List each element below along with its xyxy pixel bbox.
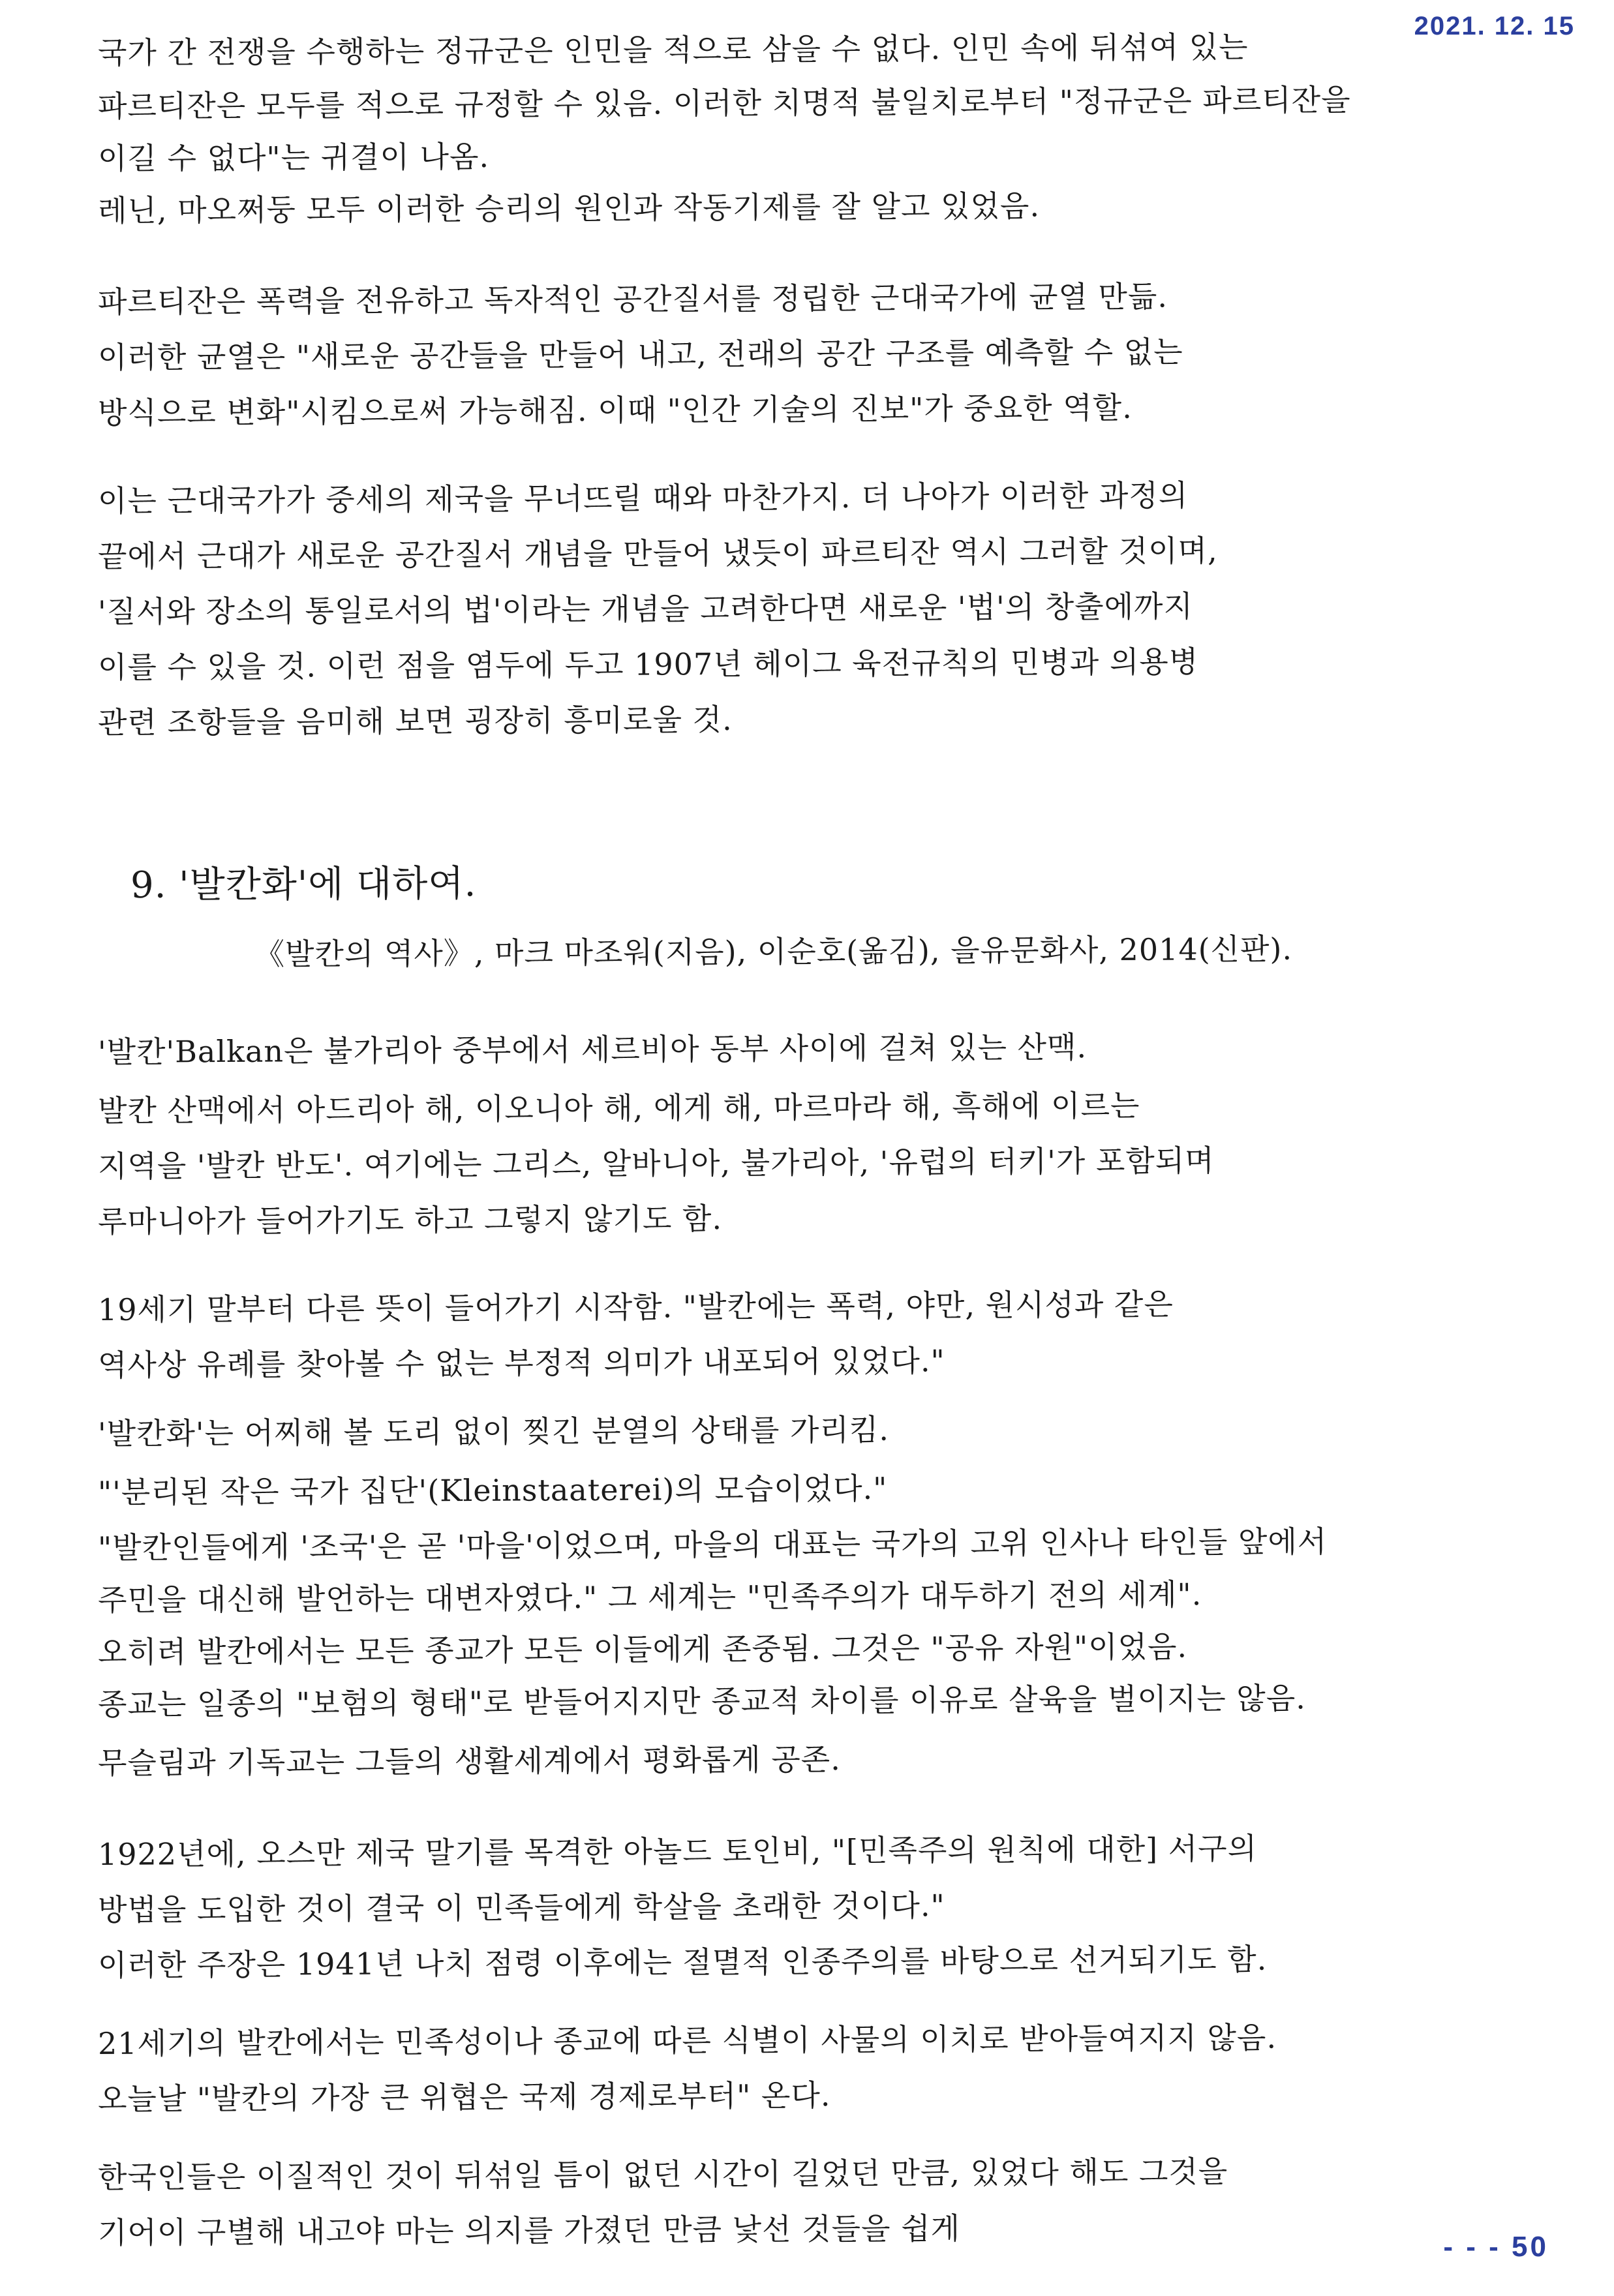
text-line: 이길 수 없다"는 귀결이 나옴. [97,138,490,176]
section-heading: 9. '발칸화'에 대하여. [130,862,477,907]
text-line: 파르티잔은 모두를 적으로 규정할 수 있음. 이러한 치명적 불일치로부터 "정규군은 파르티잔을 [97,82,1351,124]
text-line: 주민을 대신해 발언하는 대변자였다." 그 세계는 "민족주의가 대두하기 전의 세계". [97,1577,1202,1618]
text-line: 파르티잔은 폭력을 전유하고 독자적인 공간질서를 정립한 근대국가에 균열 만듦. [97,279,1168,320]
text-line: 21세기의 발칸에서는 민족성이나 종교에 따른 식별이 사물의 이치로 받아들여지지 않음. [97,2019,1277,2061]
book-reference: 《발칸의 역사》, 마크 마조워(지음), 이순호(옮김), 을유문화사, 2014(신판). [254,931,1293,972]
page-number: - - - 50 [1443,2231,1549,2263]
text-line: 끝에서 근대가 새로운 공간질서 개념을 만들어 냈듯이 파르티잔 역시 그러할 것이며, [97,533,1218,574]
text-line: '발칸'Balkan은 불가리아 중부에서 세르비아 동부 사이에 걸쳐 있는 산맥. [97,1029,1088,1070]
text-line: 역사상 유례를 찾아볼 수 없는 부정적 의미가 내포되어 있었다." [97,1343,945,1383]
text-line: '발칸화'는 어찌해 볼 도리 없이 찢긴 분열의 상태를 가리킴. [97,1412,890,1451]
text-line: 방식으로 변화"시킴으로써 가능해짐. 이때 "인간 기술의 진보"가 중요한 역할. [97,389,1133,430]
text-line: 이를 수 있을 것. 이런 점을 염두에 두고 1907년 헤이그 육전규칙의 민병과 의용병 [97,644,1199,685]
text-line: 한국인들은 이질적인 것이 뒤섞일 틈이 없던 시간이 길었던 만큼, 있었다 해도 그것을 [97,2153,1228,2195]
text-line: 이러한 주장은 1941년 나치 점령 이후에는 절멸적 인종주의를 바탕으로 선거되기도 함. [97,1941,1268,1983]
text-line: 국가 간 전쟁을 수행하는 정규군은 인민을 적으로 삼을 수 없다. 인민 속에 뒤섞여 있는 [97,29,1249,70]
text-line: 1922년에, 오스만 제국 말기를 목격한 아놀드 토인비, "[민족주의 원칙에 대한] 서구의 [97,1830,1258,1872]
text-line: 오히려 발칸에서는 모든 종교가 모든 이들에게 존중됨. 그것은 "공유 자원"이었음. [97,1629,1188,1670]
text-line: 오늘날 "발칸의 가장 큰 위협은 국제 경제로부터" 온다. [97,2077,831,2117]
text-line: 무슬림과 기독교는 그들의 생활세계에서 평화롭게 공존. [97,1742,841,1781]
text-line: 방법을 도입한 것이 결국 이 민족들에게 학살을 초래한 것이다." [97,1888,945,1927]
text-line: 발칸 산맥에서 아드리아 해, 이오니아 해, 에게 해, 마르마라 해, 흑해에 이르는 [97,1087,1140,1128]
text-line: 루마니아가 들어가기도 하고 그렇지 않기도 함. [97,1200,723,1239]
date-stamp: 2021. 12. 15 [1414,12,1575,40]
text-line: 이는 근대국가가 중세의 제국을 무너뜨릴 때와 마찬가지. 더 나아가 이러한 과정의 [97,477,1189,519]
text-line: 관련 조항들을 음미해 보면 굉장히 흥미로울 것. [97,701,733,740]
text-line: 종교는 일종의 "보험의 형태"로 받들어지지만 종교적 차이를 이유로 살육을 벌이지는 않음. [97,1680,1306,1722]
text-line: 지역을 '발칸 반도'. 여기에는 그리스, 알바니아, 불가리아, '유럽의 터키'가 포함되며 [97,1143,1215,1184]
text-line: '질서와 장소의 통일로서의 법'이라는 개념을 고려한다면 새로운 '법'의 창출에까지 [97,588,1194,629]
text-line: 레닌, 마오쩌둥 모두 이러한 승리의 원인과 작동기제를 잘 알고 있었음. [97,188,1041,228]
text-line: 이러한 균열은 "새로운 공간들을 만들어 내고, 전래의 공간 구조를 예측할 수 없는 [97,334,1183,375]
text-line: 기어이 구별해 내고야 마는 의지를 가졌던 만큼 낯선 것들을 쉽게 [97,2211,961,2250]
text-line: "'분리된 작은 국가 집단'(Kleinstaaterei)의 모습이었다." [97,1470,888,1510]
text-line: "발칸인들에게 '조국'은 곧 '마을'이었으며, 마을의 대표는 국가의 고위 인사나 타인들 앞에서 [97,1524,1328,1565]
text-line: 19세기 말부터 다른 뜻이 들어가기 시작함. "발칸에는 폭력, 야만, 원시성과 같은 [97,1286,1174,1327]
